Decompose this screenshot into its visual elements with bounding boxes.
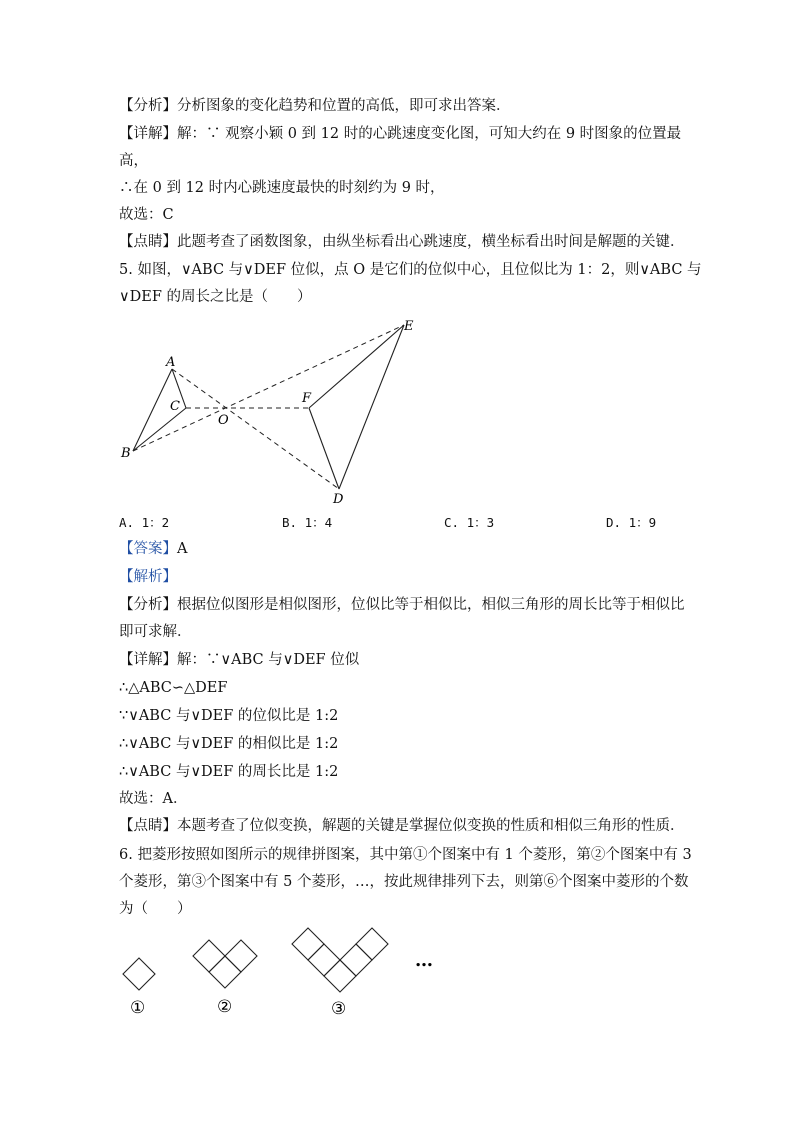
q5-detail-1: 【详解】解：∵∨ABC 与∨DEF 位似 [119, 652, 360, 668]
answer-tag: 【答案】 [119, 541, 177, 557]
segment-df [309, 408, 339, 489]
segment-bc [133, 408, 186, 451]
answer-value: A [177, 541, 188, 557]
rhombus-pattern-figure [0, 925, 794, 1025]
rhombus-p3-5 [356, 928, 388, 960]
detail-line-2: 高， [119, 153, 148, 169]
rhombus-p1 [123, 958, 155, 990]
rhombus-p3-4 [340, 944, 372, 976]
label-b: B [121, 446, 131, 461]
comment-line: 【点睛】此题考查了函数图象，由纵坐标看出心跳速度，横坐标看出时间是解题的关键． [119, 234, 685, 250]
q5-detail-4: ∴∨ABC 与∨DEF 的相似比是 1:2 [119, 736, 339, 752]
label-d: D [333, 492, 344, 507]
therefore-line: ∴在 0 到 12 时内心跳速度最快的时刻约为 9 时， [119, 180, 445, 196]
rhombus-p3-1 [292, 928, 324, 960]
option-c: C. 1：3 [444, 515, 495, 530]
analysis-line: 【分析】分析图象的变化趋势和位置的高低，即可求出答案． [119, 98, 511, 114]
option-b: B. 1：4 [282, 515, 333, 530]
rhombus-p2-left [193, 940, 225, 972]
q5-stem-1: 5. 如图，∨ABC 与∨DEF 位似，点 O 是它们的位似中心，且位似比为 1：2，则∨ABC 与 [119, 262, 702, 278]
label-c: C [170, 399, 180, 414]
choose-line: 故选：C [119, 207, 174, 223]
analysis-tag: 【解析】 [119, 569, 177, 585]
segment-ab [133, 369, 172, 451]
pattern-label-2: ② [217, 997, 233, 1017]
option-d: D. 1：9 [606, 515, 657, 530]
q5-choose: 故选：A． [119, 791, 188, 807]
q5-detail-5: ∴∨ABC 与∨DEF 的周长比是 1:2 [119, 764, 339, 780]
q5-comment: 【点睛】本题考查了位似变换，解题的关键是掌握位似变换的性质和相似三角形的性质． [119, 818, 685, 834]
rhombus-p2-right [225, 940, 257, 972]
segment-ed [339, 325, 404, 489]
answer-line [119, 539, 187, 559]
segment-fe [309, 325, 404, 408]
similarity-figure [0, 300, 794, 530]
label-f: F [302, 391, 312, 406]
option-a: A. 1：2 [119, 515, 170, 530]
pattern-ellipsis: … [415, 950, 433, 971]
q5-analysis-1: 【分析】根据位似图形是相似图形，位似比等于相似比，相似三角形的周长比等于相似比 [119, 597, 685, 613]
q6-stem-1: 6. 把菱形按照如图所示的规律拼图案，其中第①个图案中有 1 个菱形，第②个图案中有 3 [119, 847, 692, 863]
label-e: E [404, 319, 414, 334]
label-a: A [166, 355, 176, 370]
q5-detail-2: ∴△ABC∽△DEF [119, 680, 228, 696]
dashed-ad [172, 369, 339, 489]
dashed-be [133, 325, 404, 451]
label-o: O [218, 413, 229, 428]
rhombus-p3-3 [324, 960, 356, 992]
q5-detail-3: ∵∨ABC 与∨DEF 的位似比是 1:2 [119, 708, 339, 724]
q5-analysis-2: 即可求解． [119, 624, 192, 640]
q6-stem-2: 个菱形，第③个图案中有 5 个菱形，…，按此规律排列下去，则第⑥个图案中菱形的个数 [119, 874, 689, 890]
q5-stem-2: ∨DEF 的周长之比是（ ） [119, 289, 312, 305]
rhombus-p3-2 [308, 944, 340, 976]
pattern-label-1: ① [130, 998, 146, 1018]
pattern-label-3: ③ [331, 999, 347, 1019]
rhombus-p2-bottom [209, 956, 241, 988]
q6-stem-3: 为（ ） [119, 901, 192, 917]
detail-line-1: 【详解】解：∵ 观察小颖 0 到 12 时的心跳速度变化图，可知大约在 9 时图象的位置最 [119, 126, 682, 142]
